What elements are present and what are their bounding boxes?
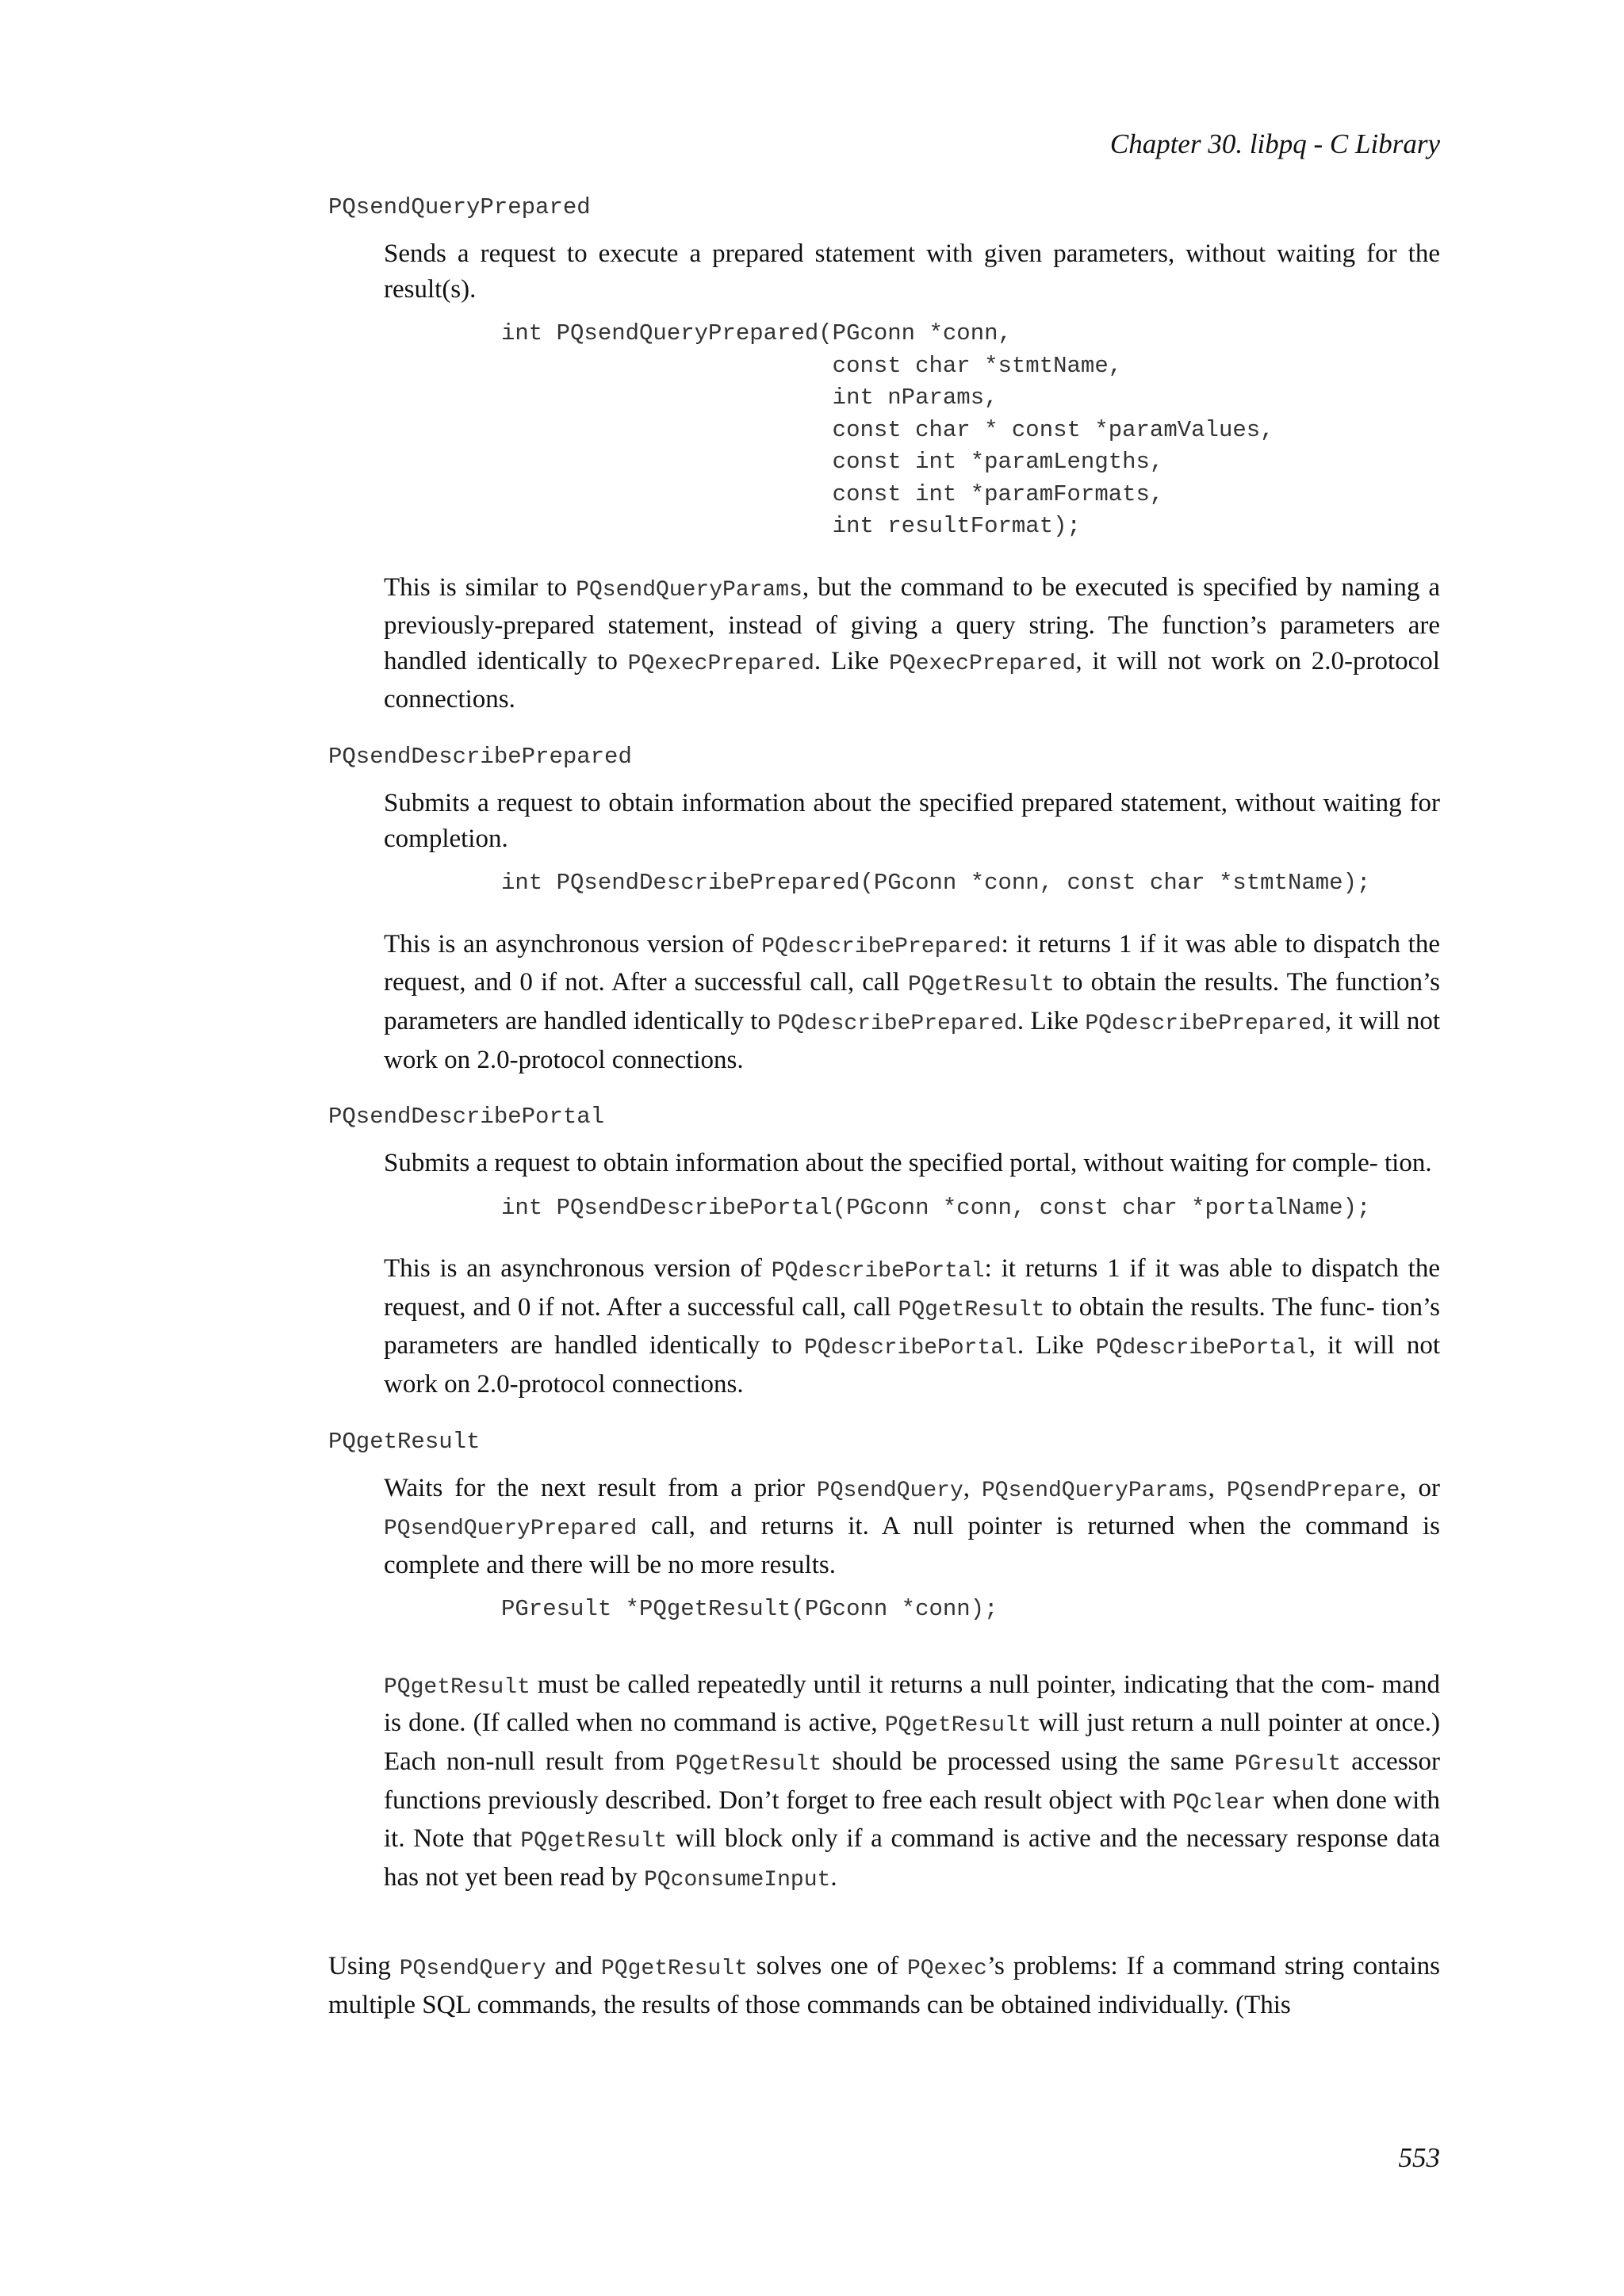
body-paragraph: PQgetResult must be called repeatedly until it returns a null pointer, indicating that the com- mand is done. (If called when no command is active, PQgetResult will just return a null pointer at once.) Each non-null result from PQgetResult should be processed using the same PGresult accessor functions previously described. Don’t forget to free each result object with PQclear when done with it. Note that PQgetResult will block only if a command is active and the necessary response data has not yet been read by PQconsumeInput. (384, 1670, 1441, 1892)
body-paragraph: This is an asynchronous version of PQdescribePortal: it returns 1 if it was able to dispatch the request, and 0 if not. After a successful call, call PQgetResult to obtain the results. The func- tion’s parameters are handled identically to PQdescribePortal. Like PQdescribePortal, it will not work on 2.0-protocol connections. (384, 1254, 1440, 1399)
inline-code: PQdescribePortal (771, 1259, 985, 1284)
inline-code: PQgetResult (898, 1297, 1045, 1322)
code-synopsis: int PQsendDescribePrepared(PGconn *conn, const char *stmtName); (501, 870, 1371, 897)
function-description (384, 236, 1440, 718)
inline-code: PQexec (907, 1957, 987, 1982)
inline-code: PQgetResult (884, 1713, 1032, 1739)
inline-code: PQsendQueryPrepared (384, 1517, 638, 1542)
running-header: Chapter 30. libpq - C Library (1109, 128, 1440, 159)
function-term: PQsendDescribePortal (328, 1104, 605, 1131)
page-content (328, 190, 1440, 2023)
code-synopsis: int PQsendDescribePortal(PGconn *conn, const char *portalName); (501, 1194, 1371, 1221)
function-description (384, 1146, 1440, 1402)
inline-code: PQgetResult (520, 1829, 668, 1854)
inline-code: PQsendQueryParams (576, 577, 802, 603)
intro-paragraph: Submits a request to obtain information about the specified prepared statement, without waiting for completion. (384, 789, 1440, 853)
inline-code: PQsendQueryParams (981, 1478, 1208, 1503)
inline-code: PQdescribePortal (803, 1336, 1017, 1361)
entry-pqgetresult (328, 1425, 1440, 1899)
inline-code: PQsendQuery (399, 1957, 546, 1982)
inline-code: PQdescribePrepared (1085, 1011, 1325, 1036)
intro-paragraph: Sends a request to execute a prepared statement with given parameters, without waiting for the result(s). (384, 239, 1440, 304)
inline-code: PQexecPrepared (627, 651, 814, 676)
inline-code: PQgetResult (384, 1674, 530, 1700)
function-term: PQgetResult (328, 1428, 481, 1455)
inline-code: PQconsumeInput (644, 1867, 831, 1892)
body-paragraph: This is similar to PQsendQueryParams, but the command to be executed is specified by naming a previously-prepared statement, instead of giving a query string. The function’s parameters are handled identically to PQexecPrepared. Like PQexecPrepared, it will not work on 2.0-protocol connections. (384, 572, 1441, 714)
intro-paragraph: Submits a request to obtain information about the specified portal, without waiting for comple- tion. (384, 1149, 1432, 1178)
function-description (384, 786, 1440, 1077)
code-synopsis: PGresult *PQgetResult(PGconn *conn); (501, 1596, 998, 1623)
inline-code: PQgetResult (907, 973, 1055, 998)
inline-code: PQdescribePrepared (761, 934, 1002, 959)
inline-code: PQclear (1172, 1790, 1266, 1816)
page-number: 553 (1398, 2142, 1440, 2173)
code-synopsis: int PQsendQueryPrepared(PGconn *conn, const char *stmtName, int nParams, const char * const *paramValues, const int *paramLengths, const int *paramFormats, int resultFormat); (501, 320, 1274, 540)
function-term: PQsendDescribePrepared (328, 744, 632, 771)
intro-paragraph: Waits for the next result from a prior PQsendQuery, PQsendQueryParams, PQsendPrepare, or PQsendQueryPrepared call, and returns it. A null pointer is returned when the command is complete and there will be no more results. (384, 1473, 1441, 1579)
inline-code: PQgetResult (675, 1752, 822, 1777)
inline-code: PQdescribePrepared (777, 1011, 1017, 1036)
inline-code: PQexecPrepared (889, 651, 1076, 676)
inline-code: PQsendQuery (816, 1478, 963, 1503)
entry-pqsendqueryprepared (328, 190, 1440, 718)
inline-code: PQgetResult (601, 1957, 748, 1982)
function-description (384, 1471, 1440, 1899)
body-paragraph: This is an asynchronous version of PQdescribePrepared: it returns 1 if it was able to dispatch the request, and 0 if not. After a successful call, call PQgetResult to obtain the results. The function’s parameters are handled identically to PQdescribePrepared. Like PQdescribePrepared, it will not work on 2.0-protocol connections. (384, 929, 1441, 1074)
inline-code: PQdescribePortal (1095, 1336, 1309, 1361)
closing-paragraph: Using PQsendQuery and PQgetResult solves one of PQexec’s problems: If a command string contains multiple SQL commands, the results of those commands can be obtained individually. (This (328, 1952, 1440, 2020)
entry-pqsenddescribeprepared (328, 740, 1440, 1077)
inline-code: PQsendPrepare (1226, 1478, 1400, 1503)
function-term: PQsendQueryPrepared (328, 194, 591, 220)
inline-code: PGresult (1234, 1752, 1342, 1777)
entry-pqsenddescribeportal (328, 1100, 1440, 1402)
